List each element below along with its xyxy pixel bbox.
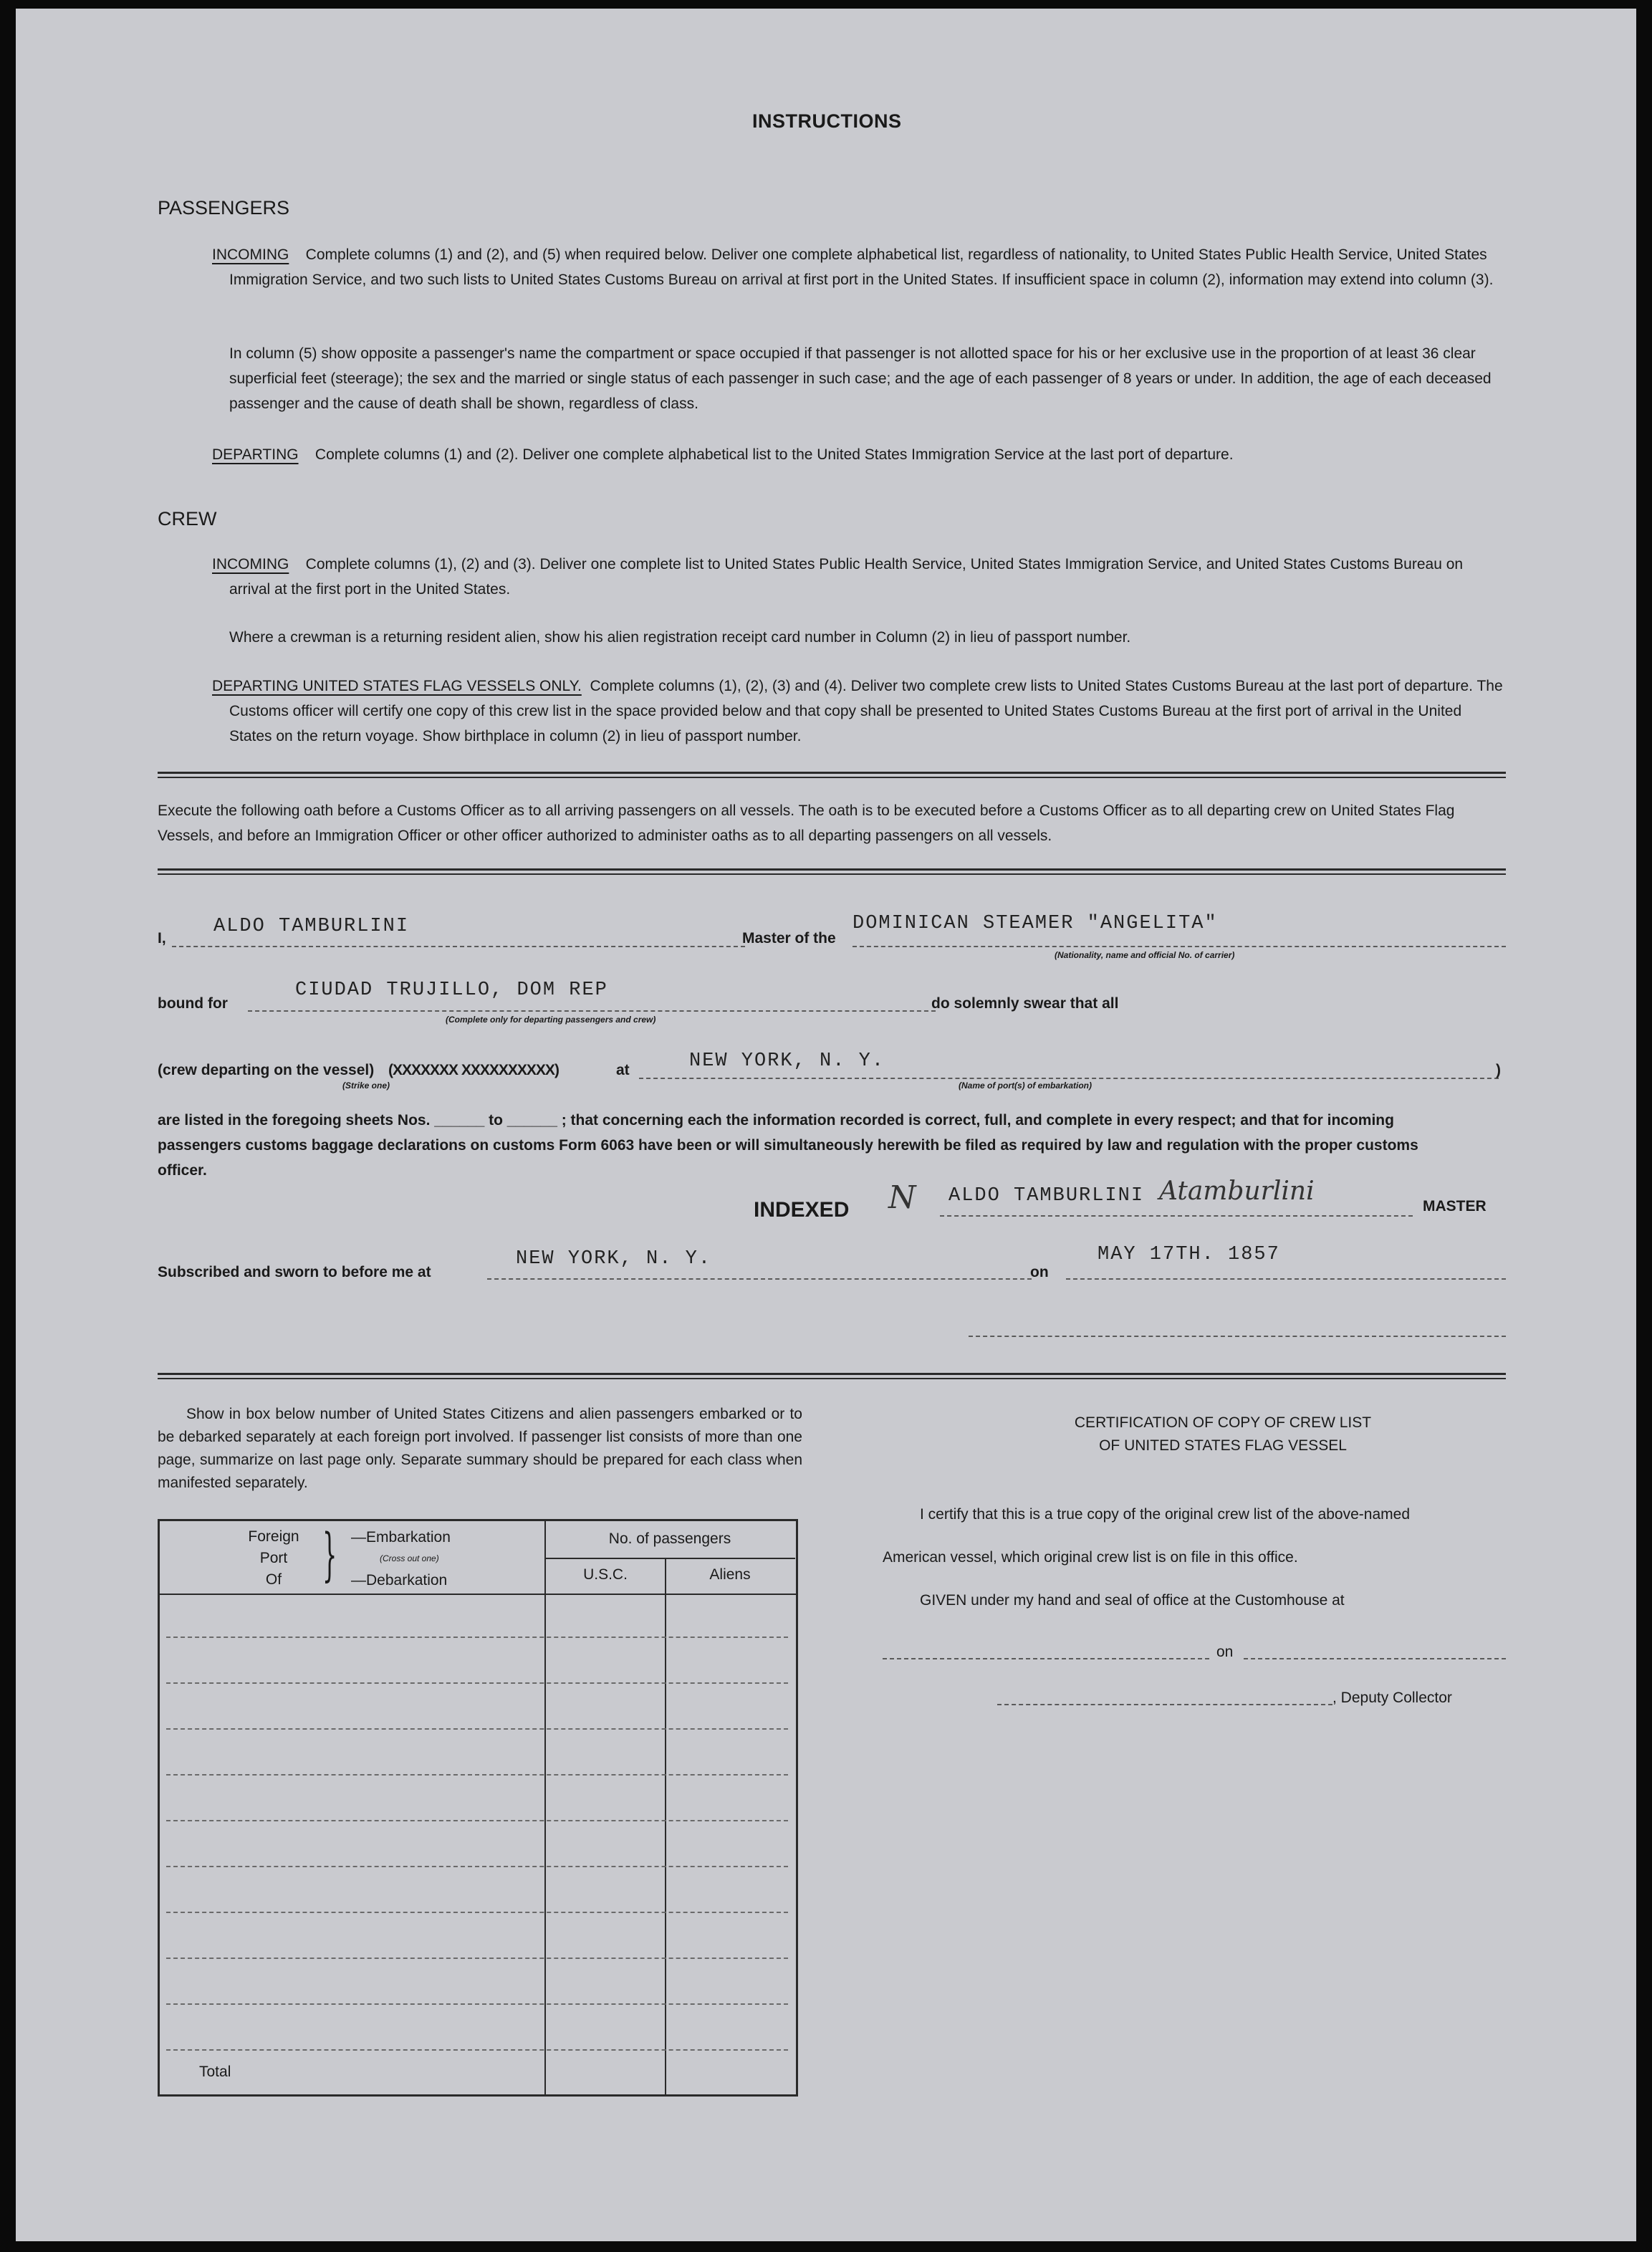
table-row [166, 1682, 788, 1684]
signature-typed: ALDO TAMBURLINI [949, 1185, 1145, 1207]
oath-i-label: I, [158, 930, 166, 947]
port-caption: (Name of port(s) of embarkation) [959, 1081, 1092, 1091]
sworn-place-line [487, 1278, 1032, 1280]
sworn-date-line [1066, 1278, 1506, 1280]
crew-departing-text: Complete columns (1), (2), (3) and (4). Deliver two complete crew lists to United States Customs Bureau at the last port of departure. The Customs officer will certify one copy of this crew list in the space provided below and that copy shall be presented to United States Customs Bureau at the first port of arrival in the United States on the return voyage. Show birthplace in column (2) in lieu of passport number. [229, 678, 1503, 744]
vessel-line [853, 946, 1506, 947]
form-page [16, 9, 1636, 2241]
bound-for-label: bound for [158, 995, 228, 1012]
listed-line-2: passengers customs baggage declarations on customs Form 6063 have been or will simultaneously herewith be filed as required by law and regulation with the proper customs [158, 1137, 1418, 1154]
certification-text-2: American vessel, which original crew list is on file in this office. [883, 1549, 1298, 1566]
master-name-field[interactable]: ALDO TAMBURLINI [213, 916, 410, 937]
summary-table [158, 1519, 798, 2097]
debarkation-option[interactable]: —Debarkation [351, 1572, 448, 1589]
certification-on-label: on [1216, 1644, 1234, 1660]
table-row [166, 2003, 788, 2005]
section-divider [158, 1373, 1506, 1379]
passengers-departing-label: DEPARTING [212, 446, 299, 463]
port-field[interactable]: NEW YORK, N. Y. [689, 1050, 885, 1072]
certification-text-1: I certify that this is a true copy of the original crew list of the above-named [920, 1506, 1410, 1523]
passengers-heading: PASSENGERS [158, 197, 290, 219]
close-paren: ) [1496, 1062, 1501, 1078]
table-divider [544, 1558, 795, 1559]
at-label: at [616, 1062, 630, 1078]
passengers-departing-paragraph [212, 442, 1506, 467]
on-label: on [1030, 1264, 1049, 1280]
crew-departing-label: (crew departing on the vessel) [158, 1062, 375, 1078]
signature-line [940, 1215, 1413, 1217]
table-row [166, 1728, 788, 1730]
passengers-col5-paragraph: In column (5) show opposite a passenger's name the compartment or space occupied if that passenger is not allotted space for his or her exclusive use in the proportion of at least 36 clear superficial feet (steerage); the sex and the married or single status of each passenger in such case; and the age of each passenger of 8 years or under. In addition, the age of each deceased passenger and the cause of death shall be shown, regardless of class. [229, 345, 1492, 412]
struck-passengers-text: (XXXXXXX XXXXXXXXXX) [388, 1062, 559, 1078]
passengers-incoming-paragraph [212, 242, 1506, 292]
crew-alien-paragraph: Where a crewman is a returning resident alien, show his alien registration receipt card number in Column (2) in lieu of passport number. [229, 629, 1131, 646]
listed-line-3: officer. [158, 1162, 207, 1179]
brace-icon: } [322, 1521, 337, 1588]
table-divider [665, 1558, 666, 2094]
table-row [166, 1866, 788, 1867]
table-row [166, 1637, 788, 1638]
passengers-departing-text: Complete columns (1) and (2). Deliver one complete alphabetical list to the United States Immigration Service at the last port of departure. [314, 446, 1234, 463]
table-row [166, 1774, 788, 1776]
table-header-divider [160, 1594, 796, 1595]
crew-departing-label: DEPARTING UNITED STATES FLAG VESSELS ONLY. [212, 678, 582, 694]
deputy-signature-line [997, 1704, 1332, 1705]
given-text: GIVEN under my hand and seal of office at the Customhouse at [920, 1592, 1345, 1609]
crew-incoming-text: Complete columns (1), (2) and (3). Deliver one complete list to United States Public Health Service, United States Immigration Service, and United States Customs Bureau on arrival at the first port in the United States. [229, 556, 1464, 598]
destination-field[interactable]: CIUDAD TRUJILLO, DOM REP [295, 979, 608, 1001]
table-row [166, 1912, 788, 1913]
table-row [166, 1958, 788, 1959]
deputy-collector-label: , Deputy Collector [1332, 1690, 1452, 1706]
destination-line [248, 1010, 936, 1012]
vessel-caption: (Nationality, name and official No. of carrier) [1055, 950, 1235, 960]
passengers-incoming-label: INCOMING [212, 246, 289, 263]
destination-caption: (Complete only for departing passengers and crew) [446, 1015, 656, 1025]
swear-text: do solemnly swear that all [931, 995, 1119, 1012]
table-row [166, 1820, 788, 1821]
sworn-place-field[interactable]: NEW YORK, N. Y. [516, 1248, 712, 1270]
customhouse-line [883, 1658, 1209, 1659]
table-row [166, 2049, 788, 2051]
listed-line-1: are listed in the foregoing sheets Nos. ______ to ______ ; that concerning each the information recorded is correct, full, and complete in every respect; and that for incoming [158, 1112, 1394, 1129]
oath-instruction: Execute the following oath before a Customs Officer as to all arriving passengers on all vessels. The oath is to be executed before a Customs Officer as to all departing crew on United States Flag Vessels, and before an Immigration Officer or other officer authorized to administer oaths as to all departing passengers on all vessels. [158, 802, 1455, 844]
subscribed-label: Subscribed and sworn to before me at [158, 1264, 431, 1280]
strike-caption: (Strike one) [342, 1081, 390, 1091]
port-line [639, 1078, 1499, 1079]
crew-departing-paragraph [212, 674, 1506, 749]
master-name-line [172, 946, 745, 947]
total-label: Total [199, 2064, 231, 2080]
initial-mark: N [888, 1179, 916, 1216]
section-divider [158, 772, 1506, 778]
crew-incoming-paragraph [212, 552, 1506, 602]
usc-header: U.S.C. [583, 1566, 628, 1583]
embarkation-option[interactable]: —Embarkation [351, 1529, 451, 1546]
master-label: MASTER [1423, 1198, 1487, 1214]
passengers-count-header: No. of passengers [608, 1530, 731, 1547]
crew-heading: CREW [158, 508, 217, 530]
master-of-label: Master of the [742, 930, 836, 947]
aliens-header: Aliens [709, 1566, 751, 1583]
passengers-incoming-text: Complete columns (1) and (2), and (5) when required below. Deliver one complete alphabetical list, regardless of nationality, to United States Public Health Service, United States Immigration Service, and two such lists to United States Customs Bureau on arrival at first port in the United States. If insufficient space in column (2), information may extend into column (3). [229, 246, 1494, 288]
certification-date-line [1244, 1658, 1506, 1659]
vessel-field[interactable]: DOMINICAN STEAMER "ANGELITA" [853, 913, 1218, 934]
section-divider [158, 868, 1506, 875]
officer-signature-line [969, 1336, 1506, 1337]
signature-handwritten: Atamburlini [1159, 1177, 1315, 1206]
indexed-stamp: INDEXED [754, 1198, 850, 1222]
certification-title: CERTIFICATION OF COPY OF CREW LIST OF UNITED STATES FLAG VESSEL [1074, 1414, 1372, 1454]
table-divider [544, 1521, 546, 2094]
page-title: INSTRUCTIONS [752, 110, 902, 132]
foreign-port-header: Foreign Port Of [248, 1528, 299, 1588]
crew-incoming-label: INCOMING [212, 556, 289, 572]
sworn-date-field[interactable]: MAY 17TH. 1857 [1098, 1244, 1280, 1265]
summary-instruction: Show in box below number of United States Citizens and alien passengers embarked or to be debarked separately at each foreign port involved. If passenger list consists of more than one page, summarize on last page only. Separate summary should be prepared for each class when manifested separately. [158, 1406, 802, 1491]
cross-out-caption: (Cross out one) [380, 1553, 439, 1563]
